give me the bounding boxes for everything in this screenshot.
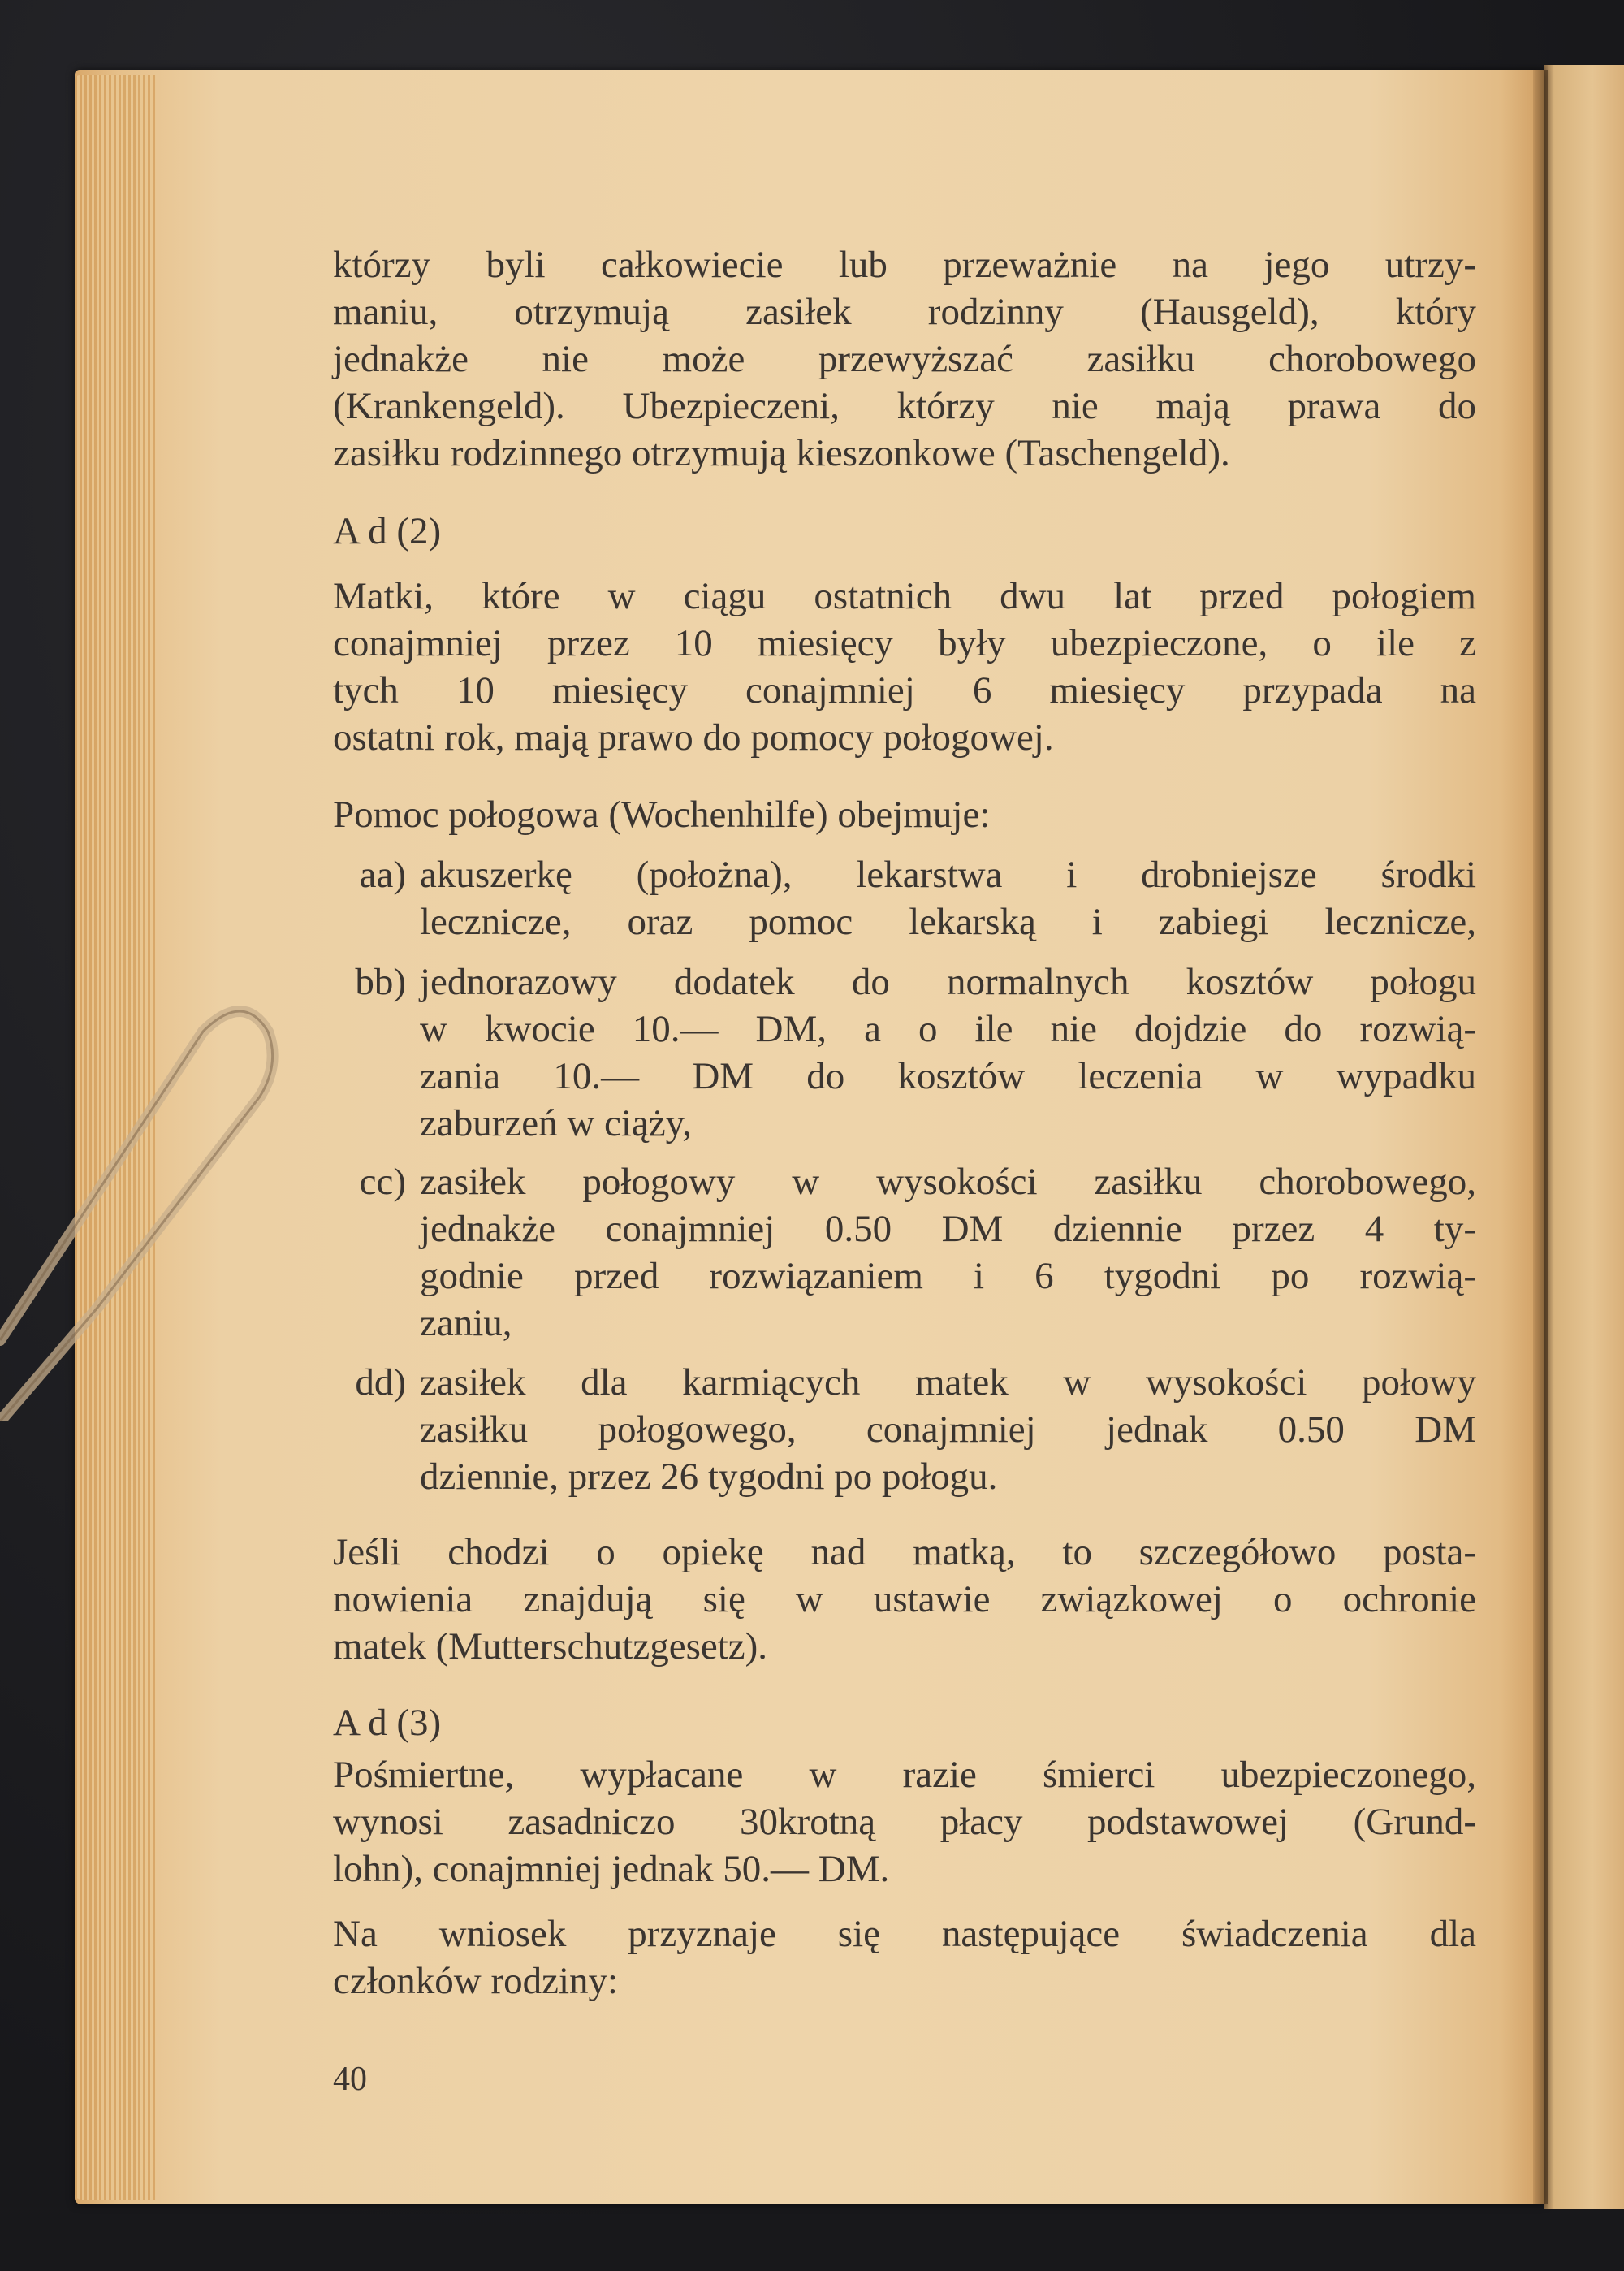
list-item-dd <box>420 1359 1476 1500</box>
text-line: w kwocie 10.— DM, a o ile nie dojdzie do rozwią- <box>420 1008 1476 1050</box>
text-line: zania 10.— DM do kosztów leczenia w wypadku <box>420 1055 1476 1097</box>
section-heading-ad2: A d (2) <box>333 510 442 552</box>
text-line: dziennie, przez 26 tygodni po połogu. <box>420 1456 998 1498</box>
text-line: lecznicze, oraz pomoc lekarską i zabiegi lecznicze, <box>420 901 1476 943</box>
list-item-aa <box>420 851 1476 945</box>
text-line: ostatni rok, mają prawo do pomocy połogowej. <box>333 716 1054 759</box>
next-page-edge <box>1544 65 1624 2209</box>
text-line: godnie przed rozwiązaniem i 6 tygodni po rozwią- <box>420 1255 1476 1297</box>
paragraph-hausgeld <box>333 241 1476 477</box>
text-line: tych 10 miesięcy conajmniej 6 miesięcy przypada na <box>333 669 1476 712</box>
text-line: Jeśli chodzi o opiekę nad matką, to szczegółowo posta- <box>333 1531 1476 1573</box>
text-line: którzy byli całkowiecie lub przeważnie na jego utrzy- <box>333 244 1476 286</box>
text-line: akuszerkę (położna), lekarstwa i drobniejsze środki <box>420 854 1476 896</box>
text-line: nowienia znajdują się w ustawie związkowej o ochronie <box>333 1578 1476 1620</box>
text-line: zasiłek połogowy w wysokości zasiłku chorobowego, <box>420 1161 1476 1203</box>
list-label-bb: bb) <box>355 961 406 1003</box>
text-line: zasiłek dla karmiących matek w wysokości połowy <box>420 1361 1476 1404</box>
text-line: członków rodziny: <box>333 1960 619 2002</box>
text-line: jednakże conajmniej 0.50 DM dziennie przez 4 ty- <box>420 1208 1476 1250</box>
paragraph-pomoc-intro: Pomoc połogowa (Wochenhilfe) obejmuje: <box>333 794 991 836</box>
text-line: wynosi zasadniczo 30krotną płacy podstawowej (Grund- <box>333 1801 1476 1843</box>
text-line: Na wniosek przyznaje się następujące świadczenia dla <box>333 1913 1476 1955</box>
paragraph-matki <box>333 573 1476 761</box>
text-line: zaniu, <box>420 1302 512 1344</box>
text-line: conajmniej przez 10 miesięcy były ubezpieczone, o ile z <box>333 622 1476 664</box>
text-line: zaburzeń w ciąży, <box>420 1102 692 1144</box>
paper-clip-icon <box>0 999 292 1421</box>
text-line: Matki, które w ciągu ostatnich dwu lat przed połogiem <box>333 575 1476 617</box>
text-line: matek (Mutterschutzgesetz). <box>333 1625 768 1668</box>
section-heading-ad3: A d (3) <box>333 1702 442 1744</box>
text-line: lohn), conajmniej jednak 50.— DM. <box>333 1848 890 1890</box>
list-item-bb <box>420 958 1476 1147</box>
list-label-aa: aa) <box>359 854 406 896</box>
text-line: jednakże nie może przewyższać zasiłku chorobowego <box>333 338 1476 380</box>
paragraph-wniosek <box>333 1910 1476 2005</box>
paragraph-opieka <box>333 1529 1476 1670</box>
list-label-dd: dd) <box>355 1361 406 1404</box>
text-line: jednorazowy dodatek do normalnych kosztów połogu <box>420 961 1476 1003</box>
list-item-cc <box>420 1158 1476 1347</box>
list-label-cc: cc) <box>359 1161 406 1203</box>
book-gutter <box>1533 70 1548 2204</box>
paragraph-posmiertne <box>333 1751 1476 1892</box>
page-number: 40 <box>333 2061 367 2098</box>
text-line: zasiłku rodzinnego otrzymują kieszonkowe (Taschengeld). <box>333 432 1230 474</box>
text-line: zasiłku połogowego, conajmniej jednak 0.50 DM <box>420 1408 1476 1451</box>
text-line: Pośmiertne, wypłacane w razie śmierci ubezpieczonego, <box>333 1754 1476 1796</box>
text-line: maniu, otrzymują zasiłek rodzinny (Hausgeld), który <box>333 291 1476 333</box>
text-line: (Krankengeld). Ubezpieczeni, którzy nie mają prawa do <box>333 385 1476 427</box>
